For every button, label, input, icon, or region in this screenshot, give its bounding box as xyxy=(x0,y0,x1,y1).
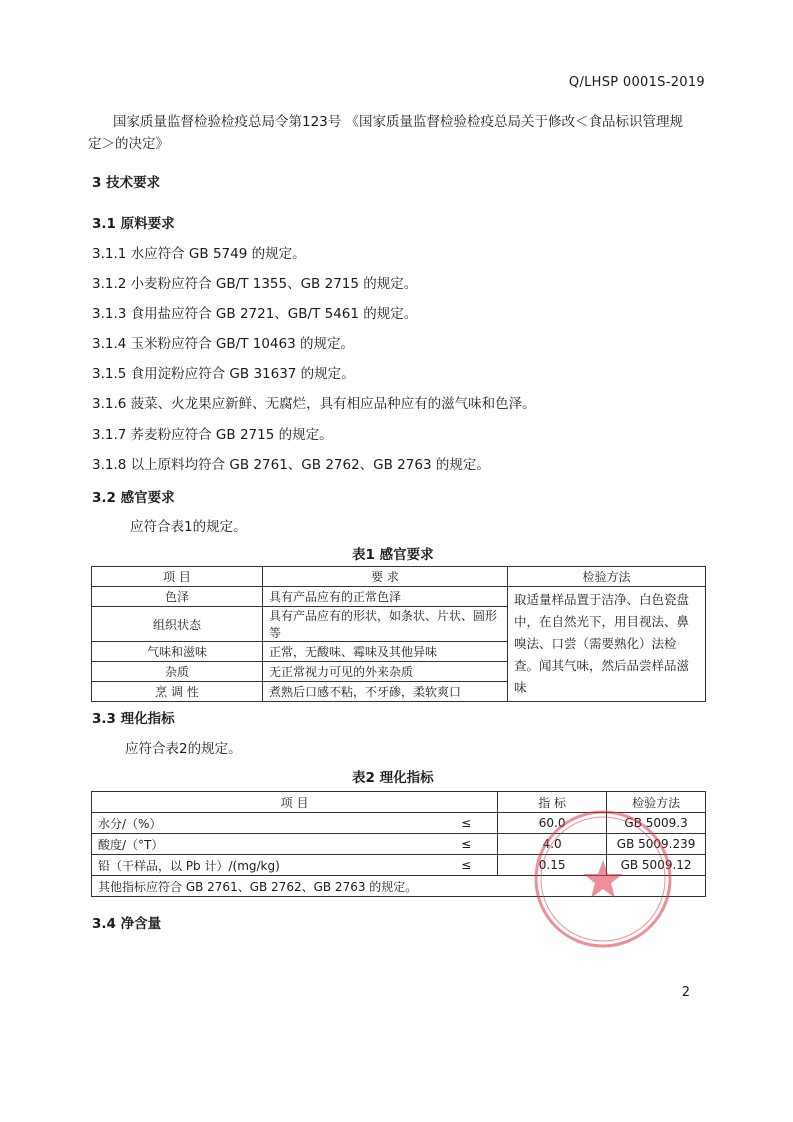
table-header: 检验方法 xyxy=(607,792,706,813)
list-item: 3.1.3 食用盐应符合 GB 2721、GB/T 5461 的规定。 xyxy=(92,306,418,322)
table-cell: 具有产品应有的正常色泽 xyxy=(263,587,508,607)
intro-line-1: 国家质量监督检验检疫总局令第123号 《国家质量监督检验检疫总局关于修改＜食品标识管理规 xyxy=(113,114,684,130)
table-cell: 无正常视力可见的外来杂质 xyxy=(263,662,508,682)
inspection-method-cell: 取适量样品置于洁净、白色瓷盘中，在自然光下，用目视法、鼻嗅法、口尝（需要熟化）法检查。闻其气味，然后品尝样品滋味 xyxy=(508,587,706,702)
section-3-1-heading: 3.1 原料要求 xyxy=(92,216,175,232)
section-3-2-heading: 3.2 感官要求 xyxy=(92,490,175,506)
table-cell: 酸度/（°T） xyxy=(92,834,436,855)
table-cell: GB 5009.239 xyxy=(607,834,706,855)
table-cell: 0.15 xyxy=(498,855,607,876)
table-cell: 煮熟后口感不粘，不牙碜，柔软爽口 xyxy=(263,682,508,702)
list-item: 3.1.4 玉米粉应符合 GB/T 10463 的规定。 xyxy=(92,336,354,352)
table-cell: 色泽 xyxy=(92,587,263,607)
seal-star xyxy=(583,860,623,898)
table-header: 项 目 xyxy=(92,567,263,587)
table-header: 指 标 xyxy=(498,792,607,813)
table-cell: GB 5009.3 xyxy=(607,813,706,834)
table-header: 项 目 xyxy=(92,792,498,813)
list-item: 3.1.6 菠菜、火龙果应新鲜、无腐烂，具有相应品种应有的滋气味和色泽。 xyxy=(92,396,536,412)
section-3-4-heading: 3.4 净含量 xyxy=(92,916,162,932)
table-header: 要 求 xyxy=(263,567,508,587)
page-number: 2 xyxy=(681,985,690,1000)
company-seal-icon xyxy=(532,808,674,950)
standard-number: Q/LHSP 0001S-2019 xyxy=(568,75,705,90)
table1-title: 表1 感官要求 xyxy=(352,547,434,563)
table-cell: 烹 调 性 xyxy=(92,682,263,702)
list-item: 3.1.1 水应符合 GB 5749 的规定。 xyxy=(92,246,306,262)
table-cell: 杂质 xyxy=(92,662,263,682)
table-cell: 60.0 xyxy=(498,813,607,834)
sensory-table xyxy=(91,566,706,702)
section-3-3-heading: 3.3 理化指标 xyxy=(92,711,175,727)
list-item: 3.1.2 小麦粉应符合 GB/T 1355、GB 2715 的规定。 xyxy=(92,276,418,292)
section-3-heading: 3 技术要求 xyxy=(92,175,161,191)
table-cell: 具有产品应有的形状，如条状、片状、圆形等 xyxy=(263,607,508,642)
intro-line-2: 定＞的决定》 xyxy=(88,136,169,152)
list-item: 3.1.5 食用淀粉应符合 GB 31637 的规定。 xyxy=(92,366,355,382)
table2-title: 表2 理化指标 xyxy=(352,770,434,786)
table-cell: ≤ xyxy=(435,834,498,855)
table-cell: ≤ xyxy=(435,813,498,834)
table-cell: ≤ xyxy=(435,855,498,876)
table-cell: 气味和滋味 xyxy=(92,642,263,662)
table-cell: 组织状态 xyxy=(92,607,263,642)
table-cell: 4.0 xyxy=(498,834,607,855)
table-cell: 水分/（%） xyxy=(92,813,436,834)
table-row xyxy=(92,587,706,607)
table-cell: 铅（干样品，以 Pb 计）/(mg/kg) xyxy=(92,855,436,876)
table-footer-cell: 其他指标应符合 GB 2761、GB 2762、GB 2763 的规定。 xyxy=(92,876,706,897)
list-item: 3.1.8 以上原料均符合 GB 2761、GB 2762、GB 2763 的规定。 xyxy=(92,457,490,473)
table-cell: GB 5009.12 xyxy=(607,855,706,876)
table-cell: 正常，无酸味、霉味及其他异味 xyxy=(263,642,508,662)
list-item: 3.1.7 荞麦粉应符合 GB 2715 的规定。 xyxy=(92,427,333,443)
table-header: 检验方法 xyxy=(508,567,706,587)
section-3-2-text: 应符合表1的规定。 xyxy=(130,519,247,535)
section-3-3-text: 应符合表2的规定。 xyxy=(125,741,242,757)
